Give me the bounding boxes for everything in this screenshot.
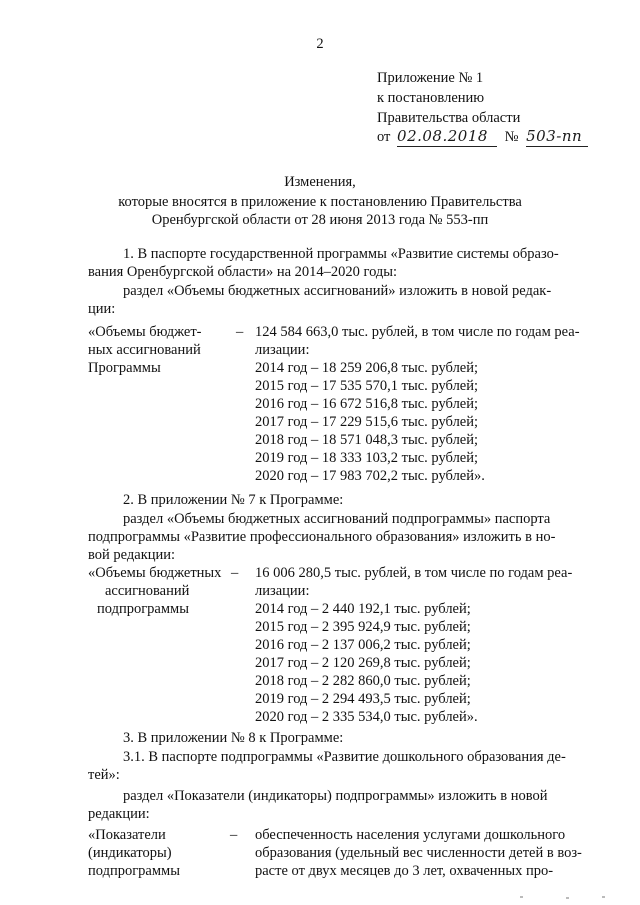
s1-year-2016: 2016 год – 16 672 516,8 тыс. рублей; [255,396,479,412]
scan-mark [520,896,523,898]
s2-sub-line-1: раздел «Объемы бюджетных ассигнований подпрограммы» паспорта [123,511,551,527]
s1-para-line-2: вания Оренбургской области» на 2014–2020 годы: [88,264,398,280]
scan-mark [602,896,605,898]
s2-label-line-2: ассигнований [105,583,190,599]
annex-date-line [377,126,588,147]
s3-text-line-3: расте от двух месяцев до 3 лет, охваченных про- [255,863,554,879]
s2-year-2015: 2015 год – 2 395 924,9 тыс. рублей; [255,619,471,635]
s2-year-2017: 2017 год – 2 120 269,8 тыс. рублей; [255,655,471,671]
s3-sub-line-2: тей»: [88,767,120,783]
s1-year-2020: 2020 год – 17 983 702,2 тыс. рублей». [255,468,485,484]
s3-para-line-1: 3. В приложении № 8 к Программе: [123,730,344,746]
annex-number: 503-пп [526,126,588,147]
s1-sub-line-2: ции: [88,301,116,317]
s3-label-line-2: (индикаторы) [88,845,172,861]
s3-label-line-3: подпрограммы [88,863,180,879]
s3-dash: – [230,827,238,843]
s1-year-2018: 2018 год – 18 571 048,3 тыс. рублей; [255,432,479,448]
s1-total-line-2: лизации: [255,342,310,358]
s2-year-2014: 2014 год – 2 440 192,1 тыс. рублей; [255,601,471,617]
annex-line-3: Правительства области [377,110,521,126]
s1-year-2014: 2014 год – 18 259 206,8 тыс. рублей; [255,360,479,376]
title-line-1: Изменения, [284,174,356,190]
annex-number-label: № [504,129,519,145]
s1-year-2019: 2019 год – 18 333 103,2 тыс. рублей; [255,450,479,466]
scan-mark [566,897,569,899]
s2-year-2020: 2020 год – 2 335 534,0 тыс. рублей». [255,709,478,725]
s1-year-2015: 2015 год – 17 535 570,1 тыс. рублей; [255,378,479,394]
s1-label-line-2: ных ассигнований [88,342,201,358]
s3-sub-line-1: 3.1. В паспорте подпрограммы «Развитие дошкольного образования де- [123,749,566,765]
s2-year-2018: 2018 год – 2 282 860,0 тыс. рублей; [255,673,471,689]
s1-para-line-1: 1. В паспорте государственной программы «Развитие системы образо- [123,246,559,262]
annex-line-1: Приложение № 1 [377,70,484,86]
annex-line-2: к постановлению [377,90,485,106]
s2-dash: – [231,565,239,581]
s1-label-line-3: Программы [88,360,161,376]
title-line-3: Оренбургской области от 28 июня 2013 года № 553-пп [151,212,489,228]
page-number: 2 [316,36,324,52]
s2-label-line-3: подпрограммы [97,601,189,617]
s3-label-line-1: «Показатели [88,827,166,843]
s2-label-line-1: «Объемы бюджетных [88,565,222,581]
title-line-2: которые вносятся в приложение к постановлению Правительства [118,194,522,210]
s2-sub-line-2: подпрограммы «Развитие профессионального образования» изложить в но- [88,529,556,545]
s3-sub2-line-1: раздел «Показатели (индикаторы) подпрограммы» изложить в новой [123,788,548,804]
s2-year-2016: 2016 год – 2 137 006,2 тыс. рублей; [255,637,471,653]
s2-para-line-1: 2. В приложении № 7 к Программе: [123,492,344,508]
annex-from-label: от [377,129,391,145]
s2-total-line-2: лизации: [255,583,310,599]
s2-year-2019: 2019 год – 2 294 493,5 тыс. рублей; [255,691,471,707]
s3-text-line-2: образования (удельный вес численности детей в воз- [255,845,582,861]
s2-sub-line-3: вой редакции: [88,547,176,563]
s1-label-line-1: «Объемы бюджет- [88,324,202,340]
s1-dash: – [236,324,244,340]
s2-total-line-1: 16 006 280,5 тыс. рублей, в том числе по годам реа- [255,565,573,581]
annex-date: 02.08.2018 [397,126,497,147]
s1-sub-line-1: раздел «Объемы бюджетных ассигнований» изложить в новой редак- [123,283,552,299]
s1-year-2017: 2017 год – 17 229 515,6 тыс. рублей; [255,414,479,430]
s3-sub2-line-2: редакции: [88,806,150,822]
s1-total-line-1: 124 584 663,0 тыс. рублей, в том числе по годам реа- [255,324,580,340]
s3-text-line-1: обеспеченность населения услугами дошкольного [255,827,566,843]
